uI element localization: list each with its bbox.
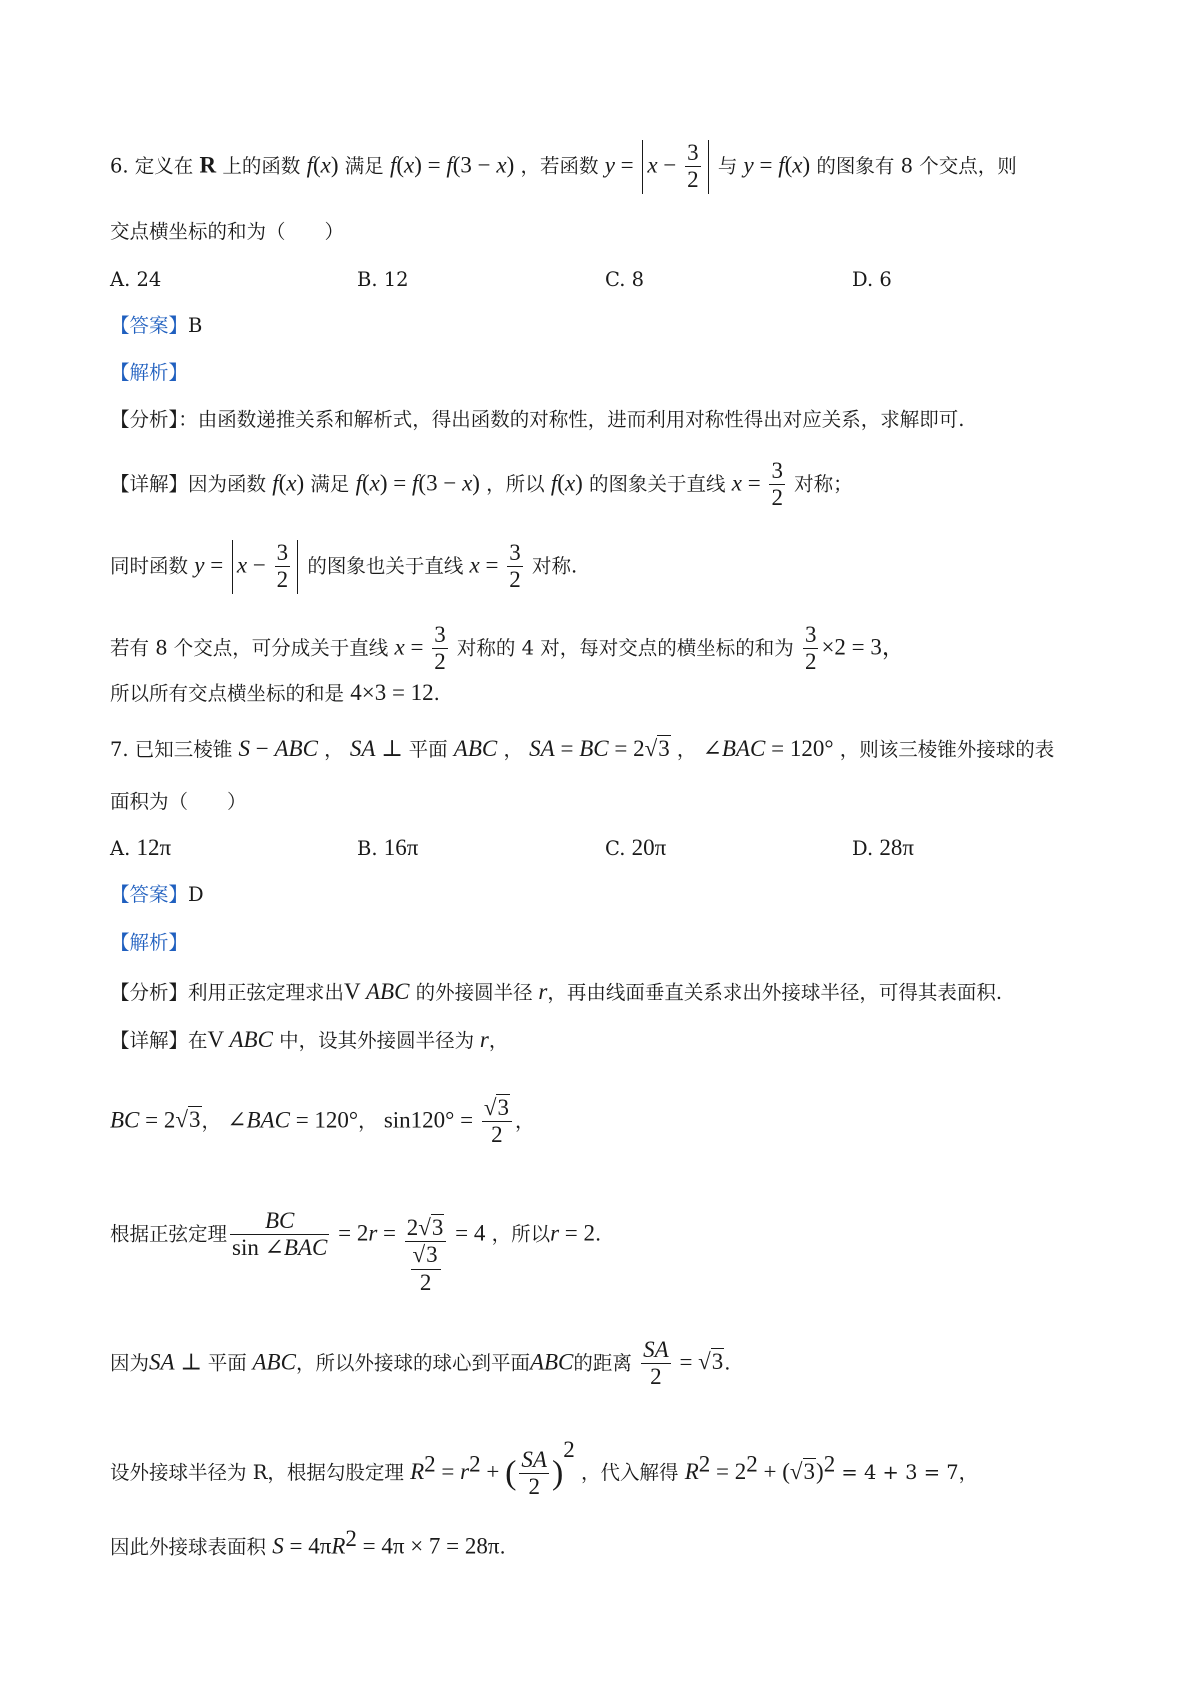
text: 对称的 4 对，每对交点的横坐标的和为: [456, 636, 794, 660]
text: ，所以: [486, 472, 545, 496]
math: 2: [345, 1526, 357, 1551]
text: 因为函数: [188, 472, 267, 496]
math: S: [238, 736, 251, 761]
math-eq: f: [389, 152, 397, 178]
q7-detail-line6: [110, 1527, 506, 1558]
text: 若有 8 个交点，可分成关于直线: [110, 636, 389, 660]
text: 平面: [408, 738, 448, 761]
math: R: [410, 1459, 425, 1484]
math: ): [551, 1454, 564, 1492]
math: (: [784, 152, 793, 178]
math: =: [479, 552, 505, 578]
text: 利用正弦定理求出: [188, 981, 345, 1004]
q6-detail-line3: [110, 622, 905, 676]
math: 2: [424, 1451, 436, 1477]
text: ：由函数递推关系和解析式，得出函数的对称性，进而利用对称性得出对应关系，求解即可.: [178, 408, 965, 431]
sqrt: √3: [789, 1459, 816, 1484]
math: x: [462, 470, 473, 496]
answer-label: 【答案】: [110, 883, 189, 906]
math: =: [753, 152, 779, 178]
math: sin120° =: [383, 1107, 479, 1133]
q6-detail-line4: [110, 681, 440, 704]
answer-value: D: [188, 883, 204, 906]
q6-detail-line2: [110, 540, 577, 594]
math: (: [278, 470, 287, 496]
text: 根据正弦定理: [110, 1222, 228, 1246]
xiangjie-label: 【详解】: [110, 1029, 189, 1052]
q6-option-d: D. 6: [852, 268, 892, 291]
q7-detail-line4: [110, 1337, 731, 1391]
math-fx: f: [306, 152, 313, 178]
math: =: [204, 552, 229, 578]
text: 对称；: [794, 472, 853, 496]
math: ABC: [274, 736, 318, 761]
math: (: [557, 470, 565, 496]
math: R: [684, 1459, 699, 1484]
math: =: [435, 1459, 461, 1484]
text: 同时函数: [110, 554, 189, 578]
q7-option-d: [852, 835, 914, 861]
text: 对称.: [531, 554, 578, 578]
real-set-symbol: R: [199, 152, 217, 178]
q6-analysis-label: 【解析】: [110, 361, 189, 384]
q6-option-c: C. 8: [605, 268, 645, 291]
q7-option-c: [605, 835, 666, 861]
math: y: [194, 552, 205, 578]
math: SA: [529, 736, 555, 761]
math: x: [564, 470, 576, 496]
text: A.: [110, 837, 131, 860]
text: 的图象有 8 个交点，则: [816, 154, 1017, 178]
q7-label: 7. 已知三棱锥: [110, 738, 233, 761]
math: = 2: [139, 1107, 176, 1133]
math: x: [394, 634, 405, 660]
fraction: $\frac{3}{2}$: [771, 458, 783, 511]
fenxi-label: 【分析】: [110, 408, 179, 431]
math: V: [344, 979, 366, 1004]
fraction: $\frac{3}{2}$: [509, 540, 521, 593]
math: ABC: [529, 1349, 574, 1375]
math: = 4π: [283, 1533, 332, 1559]
math: f: [412, 470, 419, 496]
math: 28π: [879, 835, 914, 860]
math: −: [250, 736, 275, 761]
text: ，: [324, 738, 344, 761]
text: ，: [514, 1109, 535, 1133]
abs-expression: x − $\frac{3}{2}$: [642, 140, 708, 194]
text: .: [433, 682, 440, 705]
q6-fenxi: [110, 410, 964, 430]
q7-detail-line3: [110, 1208, 601, 1296]
q7-fenxi: [110, 980, 1002, 1003]
math: =: [614, 152, 640, 178]
text: = 4 + 3 = 7，: [841, 1461, 979, 1484]
math: BAC: [246, 1107, 290, 1133]
math: S: [272, 1533, 284, 1559]
text: 因此外接球表面积: [110, 1535, 267, 1559]
math: (3 −: [418, 470, 463, 496]
math: ): [802, 152, 811, 178]
math: ABC: [246, 1349, 296, 1375]
text: ，再由线面垂直关系求出外接球半径，可得其表面积.: [547, 981, 1003, 1004]
fraction: $\frac{SA}{2}$: [521, 1446, 547, 1499]
math: SA: [349, 736, 376, 761]
sqrt: √3: [175, 1107, 201, 1133]
math: (: [396, 152, 404, 178]
q7-detail-line5: [110, 1438, 978, 1500]
text: ×2 = 3，: [821, 634, 905, 660]
math: SA: [149, 1349, 175, 1375]
fraction: $\frac{BC}{\text{sin ∠BAC}}$: [232, 1208, 328, 1261]
q7-answer: [110, 885, 204, 905]
math: ): [472, 470, 480, 496]
fenxi-label: 【分析】: [110, 981, 189, 1004]
text: 的图象也关于直线: [307, 554, 464, 578]
math: x: [320, 152, 331, 178]
answer-value: B: [188, 314, 203, 337]
q7-detail-line2: [110, 1095, 535, 1149]
q7-stem-line2: 面积为（ ）: [110, 790, 247, 813]
math: = 2: [608, 736, 645, 761]
math: + (: [757, 1459, 790, 1484]
q7-stem-line1: [110, 737, 1054, 760]
math: = 2: [559, 1220, 596, 1246]
fraction: $\frac{3}{2}$: [434, 622, 446, 675]
math: =: [673, 1349, 699, 1375]
text: 与: [717, 154, 738, 178]
text: 的图象关于直线: [589, 472, 726, 496]
math: y: [743, 152, 754, 178]
math: ABC: [229, 1027, 273, 1052]
math: 16π: [383, 835, 419, 860]
math: +: [480, 1459, 506, 1484]
text: ，: [358, 1109, 378, 1133]
math: ABC: [453, 736, 498, 761]
answer-label: 【答案】: [110, 314, 189, 337]
math: 12π: [136, 835, 172, 860]
math: BC: [110, 1107, 140, 1133]
sqrt: √3: [698, 1349, 724, 1375]
abs-expression: x − $\frac{3}{2}$: [232, 540, 298, 594]
math: 2: [698, 1451, 711, 1477]
math: = 4π × 7 = 28π: [356, 1533, 500, 1559]
fraction: $\frac{2√3}{\frac{√3}{2}}$: [405, 1215, 447, 1296]
xiangjie-label: 【详解】: [110, 472, 189, 496]
math: = 2: [710, 1459, 747, 1484]
text: ，所以外接球的球心到平面: [295, 1351, 530, 1375]
text: D.: [852, 837, 874, 860]
text: ，: [488, 1029, 509, 1052]
text: ，则该三棱锥外接球的表: [839, 738, 1055, 761]
math: r: [460, 1459, 470, 1484]
math: (: [505, 1454, 517, 1492]
text: 平面: [207, 1351, 247, 1375]
q7-option-a: [110, 835, 171, 861]
q7-analysis-label: 【解析】: [110, 931, 189, 954]
math: x: [731, 470, 742, 496]
text: 在: [188, 1029, 208, 1052]
text: .: [724, 1351, 731, 1375]
math: = 2: [332, 1220, 369, 1246]
math: f: [272, 470, 279, 496]
math: x: [469, 552, 480, 578]
math: x: [496, 152, 507, 178]
q6-option-b: B. 12: [357, 268, 409, 291]
q6-answer: [110, 316, 202, 336]
text: .: [595, 1222, 602, 1246]
text: ，代入解得: [581, 1461, 679, 1484]
q7-detail-line1: [110, 1028, 508, 1051]
text: 中，设其外接圆半径为: [279, 1029, 475, 1052]
q6-detail-line1: [110, 458, 853, 512]
math: (: [362, 470, 370, 496]
fraction: $\frac{√3}{2}$: [482, 1095, 512, 1149]
math: ): [296, 470, 305, 496]
math: ⊥: [375, 736, 409, 761]
math: r: [368, 1220, 378, 1246]
q6-stem-line1: [110, 140, 1017, 194]
math: 4×3 = 12: [350, 680, 434, 705]
text: B.: [357, 837, 378, 860]
math: f: [355, 470, 362, 496]
text: 满足: [344, 154, 384, 178]
math: r: [550, 1220, 560, 1246]
text: .: [499, 1535, 506, 1559]
math: ∠: [227, 1107, 247, 1133]
math: x: [369, 470, 380, 496]
math: = 4: [449, 1220, 486, 1246]
sqrt: √3: [644, 736, 670, 761]
math: ∠: [702, 736, 722, 761]
math: =: [741, 470, 767, 496]
math: =: [554, 736, 580, 761]
math: = 120°: [765, 736, 834, 761]
math: (3 −: [452, 152, 497, 178]
math: = 120°: [289, 1107, 359, 1133]
math: 2: [823, 1451, 836, 1477]
math: R: [331, 1533, 346, 1559]
math: ): [575, 470, 583, 496]
math: 20π: [631, 835, 667, 860]
q7-option-b: [357, 835, 418, 861]
math: f: [550, 470, 558, 496]
text: ，: [201, 1109, 222, 1133]
math: r: [474, 1027, 489, 1052]
math: 2: [563, 1437, 575, 1462]
math: ): [816, 1459, 824, 1484]
text: 的外接圆半径: [415, 981, 533, 1004]
math: f: [778, 152, 785, 178]
math: ⊥: [174, 1349, 208, 1375]
math: ABC: [365, 979, 410, 1004]
math: (: [312, 152, 321, 178]
math: 2: [469, 1451, 481, 1477]
text: 所以所有交点横坐标的和是: [110, 682, 345, 705]
text: ，若函数: [520, 154, 599, 178]
math: ) =: [379, 470, 413, 496]
math: ): [506, 152, 515, 178]
math: =: [404, 634, 430, 660]
text: 的距离: [573, 1351, 632, 1375]
math: x: [404, 152, 415, 178]
text: ，所以: [491, 1222, 551, 1246]
text: 因为: [110, 1351, 150, 1375]
math: BC: [579, 736, 609, 761]
math: V: [207, 1027, 230, 1052]
math: y: [604, 152, 615, 178]
text: ，: [676, 738, 697, 761]
q6-stem-line2: 交点横坐标的和为（ ）: [110, 220, 345, 243]
math: f: [446, 152, 453, 178]
q6-option-a: A. 24: [110, 268, 162, 291]
q6-label: 6. 定义在: [110, 154, 194, 178]
fraction: $\frac{3}{2}$: [804, 622, 817, 675]
text: 上的函数: [222, 154, 301, 178]
fraction: $\frac{SA}{2}$: [643, 1337, 669, 1390]
math: ): [330, 152, 339, 178]
math: ) =: [414, 152, 447, 178]
math: r: [532, 979, 548, 1004]
text: 设外接球半径为 R，根据勾股定理: [110, 1461, 404, 1484]
text: 满足: [310, 472, 350, 496]
text: C.: [605, 837, 626, 860]
math: x: [792, 152, 803, 178]
text: ，: [503, 738, 523, 761]
math: 2: [746, 1451, 758, 1477]
math: BAC: [721, 736, 766, 761]
math: =: [377, 1220, 402, 1246]
math: x: [286, 470, 297, 496]
